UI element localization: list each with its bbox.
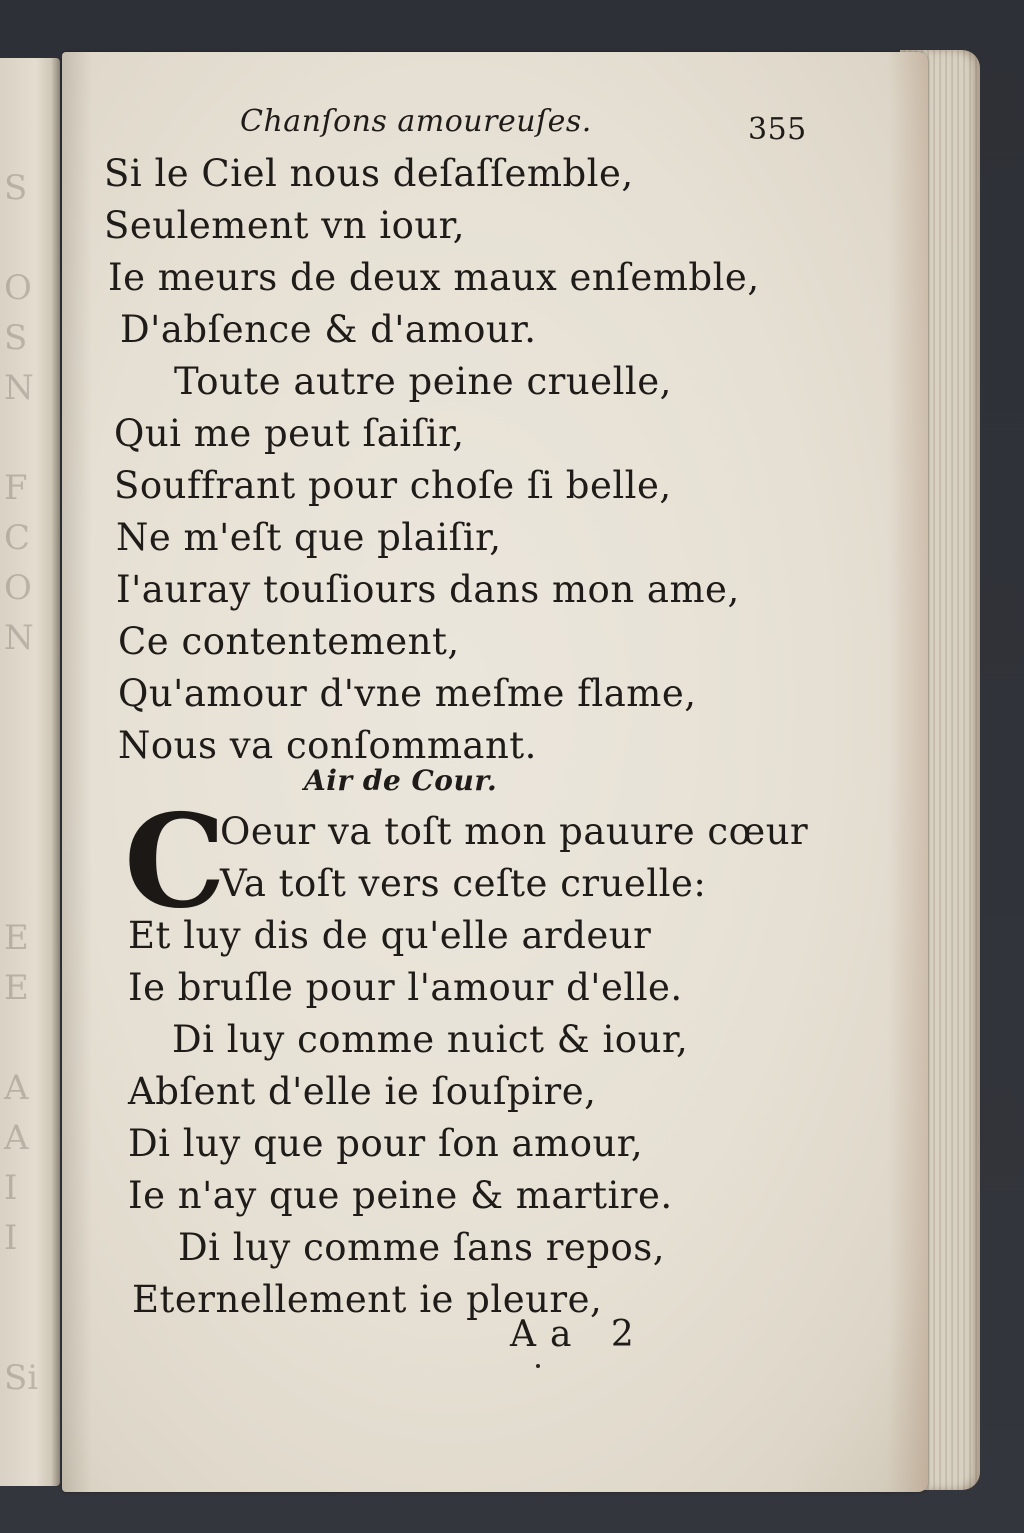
verse-line: Ie meurs de deux maux enſemble, bbox=[108, 256, 760, 299]
page-number: 355 bbox=[748, 112, 807, 147]
verse-line: Souffrant pour choſe ſi belle, bbox=[114, 464, 672, 507]
drop-cap: C bbox=[124, 787, 226, 937]
verse-line: Eternellement ie pleure, bbox=[132, 1278, 603, 1321]
verse-line: Et luy dis de qu'elle ardeur bbox=[128, 914, 652, 957]
left-page-letter: N bbox=[4, 618, 34, 658]
verse-line: Di luy comme nuict & iour, bbox=[172, 1018, 689, 1061]
running-head: Chanſons amoureuſes. bbox=[240, 104, 592, 139]
left-page-letter: I bbox=[4, 1218, 18, 1258]
verse-line: Di luy comme ſans repos, bbox=[178, 1226, 666, 1269]
verse-line: Ne m'eſt que plaiſir, bbox=[116, 516, 502, 559]
left-page-letter: O bbox=[4, 568, 32, 608]
verse-line: I'auray touſiours dans mon ame, bbox=[116, 568, 740, 611]
verse-line: Ie n'ay que peine & martire. bbox=[128, 1174, 673, 1217]
verse-line: Si le Ciel nous deſaſſemble, bbox=[104, 152, 634, 195]
ink-dot bbox=[536, 1364, 540, 1368]
verse-line: Toute autre peine cruelle, bbox=[174, 360, 672, 403]
verse-line: Di luy que pour ſon amour, bbox=[128, 1122, 644, 1165]
left-page-letter: O bbox=[4, 268, 32, 308]
verse-line: Ie bruſle pour l'amour d'elle. bbox=[128, 966, 683, 1009]
left-page-letter: F bbox=[4, 468, 28, 508]
verse-line: D'abſence & d'amour. bbox=[120, 308, 537, 351]
verse-line: Ce contentement, bbox=[118, 620, 460, 663]
verse-line: Abſent d'elle ie ſouſpire, bbox=[128, 1070, 597, 1113]
verse-line: Oeur va toſt mon pauure cœur bbox=[220, 810, 809, 853]
verse-line: Seulement vn iour, bbox=[104, 204, 466, 247]
left-page-letter: S bbox=[4, 168, 28, 208]
left-page-letter: Si bbox=[4, 1358, 39, 1398]
left-page-letter: N bbox=[4, 368, 34, 408]
verse-line: Qu'amour d'vne meſme flame, bbox=[118, 672, 697, 715]
left-page-letter: A bbox=[4, 1068, 29, 1108]
verse-line: Nous va conſommant. bbox=[118, 724, 537, 767]
book-page bbox=[62, 52, 928, 1492]
left-page-letter: A bbox=[4, 1118, 29, 1158]
left-page-letter: E bbox=[4, 968, 29, 1008]
left-page-letter: C bbox=[4, 518, 31, 558]
verse-line: Va toſt vers ceſte cruelle: bbox=[220, 862, 707, 905]
section-heading: Air de Cour. bbox=[304, 764, 498, 797]
left-page-letter: E bbox=[4, 918, 29, 958]
left-facing-page bbox=[0, 58, 60, 1486]
left-page-letter: I bbox=[4, 1168, 18, 1208]
left-page-letter: S bbox=[4, 318, 28, 358]
verse-line: Qui me peut ſaiſir, bbox=[114, 412, 465, 455]
signature-mark: Aa 2 bbox=[510, 1314, 648, 1355]
